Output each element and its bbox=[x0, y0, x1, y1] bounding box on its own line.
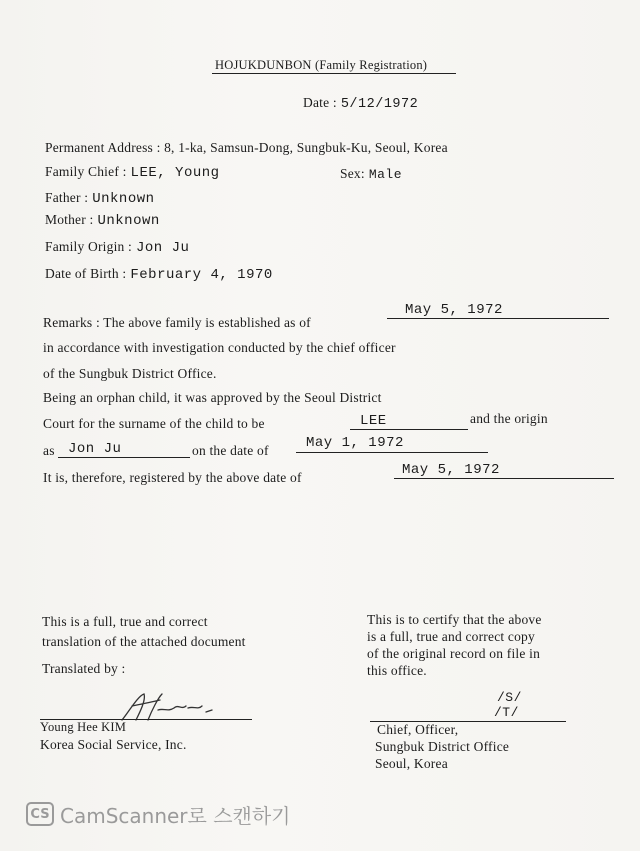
remarks-line-6-mid: on the date of bbox=[192, 443, 269, 458]
camscanner-watermark bbox=[26, 800, 291, 828]
remarks-registered-date: May 5, 1972 bbox=[402, 462, 500, 478]
date-of-birth-value: February 4, 1970 bbox=[130, 267, 273, 283]
remarks-established-date-line bbox=[387, 318, 609, 319]
father-value: Unknown bbox=[92, 191, 155, 207]
remarks-line-1: Remarks : The above family is established as of bbox=[43, 315, 311, 330]
camscanner-logo-icon: CS bbox=[26, 802, 54, 826]
remarks-approval-date-line bbox=[296, 452, 488, 453]
certification-sig-s: /S/ bbox=[497, 690, 522, 705]
remarks-origin-line bbox=[58, 457, 190, 458]
sex-row bbox=[340, 165, 402, 183]
certification-line-3: of the original record on file in bbox=[367, 646, 541, 661]
remarks-line-3: of the Sungbuk District Office. bbox=[43, 366, 217, 381]
translator-signature bbox=[118, 690, 218, 726]
remarks-surname: LEE bbox=[360, 413, 387, 429]
translation-line-1-text: This is a full, true and correct bbox=[42, 614, 208, 629]
translation-line-2: translation of the attached document bbox=[42, 634, 246, 649]
remarks-registered-date-line bbox=[394, 478, 614, 479]
remarks-line-6-prefix: as bbox=[43, 443, 55, 458]
mother-value: Unknown bbox=[97, 213, 160, 229]
camscanner-watermark-text: CamScanner로 스캔하기 bbox=[60, 803, 291, 828]
sex-value: Male bbox=[368, 167, 403, 182]
date-of-birth-label: Date of Birth : bbox=[45, 266, 127, 281]
remarks-line-5-after: and the origin bbox=[470, 411, 548, 426]
mother-row bbox=[45, 211, 160, 229]
translator-organization: Korea Social Service, Inc. bbox=[40, 737, 187, 752]
remarks-origin: Jon Ju bbox=[68, 441, 122, 457]
date-of-birth-row bbox=[45, 265, 273, 283]
translator-name: Young Hee KIM bbox=[40, 720, 127, 734]
certification-signer-office: Sungbuk District Office bbox=[375, 739, 510, 754]
father-label: Father : bbox=[45, 190, 89, 205]
remarks-surname-line bbox=[350, 429, 468, 430]
translation-line-1 bbox=[42, 614, 274, 630]
date-row bbox=[303, 94, 418, 112]
date-value: 5/12/1972 bbox=[340, 97, 419, 112]
title-underline bbox=[212, 73, 456, 74]
family-chief-row bbox=[45, 163, 220, 181]
family-origin-value: Jon Ju bbox=[136, 240, 190, 256]
sex-label: Sex: bbox=[340, 166, 365, 181]
remarks-established-date: May 5, 1972 bbox=[405, 302, 503, 318]
remarks-line-7: It is, therefore, registered by the above date of bbox=[43, 470, 302, 485]
certification-line-2: is a full, true and correct copy bbox=[367, 629, 535, 644]
remarks-line-5: Court for the surname of the child to be bbox=[43, 416, 265, 431]
certification-sig-t: /T/ bbox=[494, 705, 519, 720]
certification-signer-title: Chief, Officer, bbox=[377, 722, 459, 737]
remarks-line-4: Being an orphan child, it was approved by the Seoul District bbox=[43, 390, 382, 405]
father-row bbox=[45, 189, 155, 207]
family-origin-label: Family Origin : bbox=[45, 239, 132, 254]
certification-line-4: this office. bbox=[367, 663, 427, 678]
family-origin-row bbox=[45, 238, 189, 256]
certification-signer-city: Seoul, Korea bbox=[375, 756, 448, 771]
remarks-line-2: in accordance with investigation conducted by the chief officer bbox=[43, 340, 396, 355]
document-title: HOJUKDUNBON (Family Registration) bbox=[215, 58, 428, 72]
permanent-address-label: Permanent Address : bbox=[45, 140, 161, 155]
mother-label: Mother : bbox=[45, 212, 94, 227]
permanent-address-value: 8, 1-ka, Samsun-Dong, Sungbuk-Ku, Seoul, Korea bbox=[164, 140, 448, 155]
certification-line-1: This is to certify that the above bbox=[367, 612, 542, 627]
date-label: Date : bbox=[303, 95, 337, 110]
remarks-approval-date: May 1, 1972 bbox=[306, 435, 404, 451]
permanent-address-row bbox=[45, 140, 448, 156]
family-chief-label: Family Chief : bbox=[45, 164, 127, 179]
translation-line-3: Translated by : bbox=[42, 661, 126, 676]
family-chief-value: LEE, Young bbox=[130, 165, 220, 181]
